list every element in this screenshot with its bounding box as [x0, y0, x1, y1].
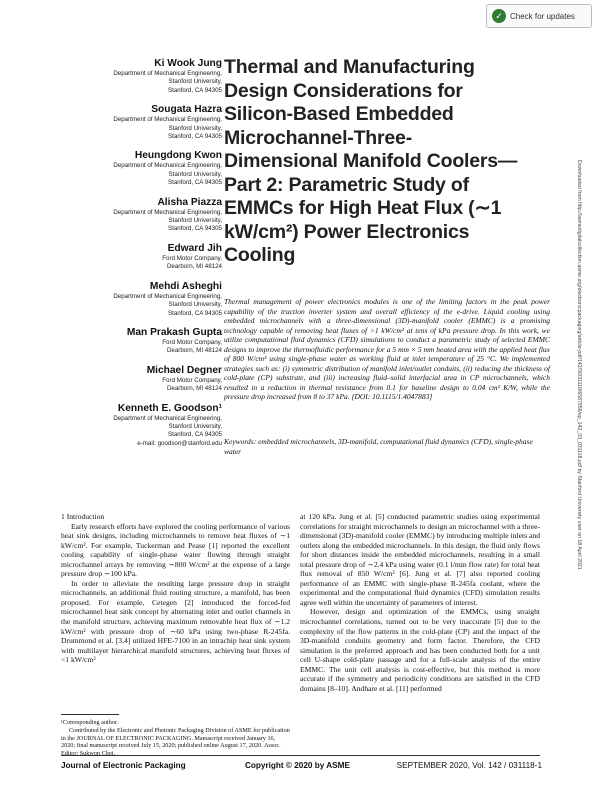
- author-affiliation: Department of Mechanical Engineering,: [113, 162, 222, 170]
- author-name: Alisha Piazza: [157, 196, 222, 208]
- author-affiliation: Ford Motor Company,: [162, 376, 222, 384]
- copyright: Copyright © 2020 by ASME: [245, 761, 350, 770]
- author-name: Michael Degner: [146, 364, 222, 376]
- author-block: [52, 402, 222, 449]
- author-affiliation: Dearborn, MI 48124: [166, 347, 222, 355]
- footnotes: [61, 714, 290, 758]
- author-affiliation: Department of Mechanical Engineering,: [113, 292, 222, 300]
- author-affiliation: Dearborn, MI 48124: [166, 263, 222, 271]
- keywords: Keywords: embedded microchannels, 3D-manifold, computational fluid dynamics (CFD), single-phase water: [224, 437, 533, 456]
- author-affiliation: Department of Mechanical Engineering,: [113, 208, 222, 216]
- author-affiliation: Stanford, CA 94305: [167, 225, 222, 233]
- author-block: [52, 57, 222, 95]
- author-affiliation: Stanford University,: [168, 124, 222, 132]
- author-affiliation: Ford Motor Company,: [162, 254, 222, 262]
- footnote: Contributed by the Electronic and Photonic Packaging Division of ASME for publication in the JOURNAL OF ELECTRONIC PACKAGING. Manuscript received January 16, 2020; final manuscript received July 15, 2020; published online August 17, 2020. Assoc. Editor: Sukwon Choi.: [61, 726, 290, 758]
- author-affiliation: Department of Mechanical Engineering,: [113, 116, 222, 124]
- author-name: Mehdi Asheghi: [149, 280, 222, 292]
- paragraph: In order to alleviate the resulting large pressure drop in straight microchannels, an additional fluid routing structure, a manifold, has been proposed. For example, Cetegen [2] introduced the forced-fed microchannel heat sink concept by alternating inlet and outlet channels in the manifold structure, achieving maximum removable heat flux of ∼1.2 kW/cm² with pressure drop of ∼60 kPa using two-phase R-245fa. Drummond et al. [3,4] utilized HFE-7100 in an intrachip heat sink system with multilayer hierarchical manifold structures, achieving heat fluxes of <1 kW/cm²: [61, 578, 290, 665]
- abstract: Thermal management of power electronics modules is one of the limiting factors in the peak power capability of the traction inverter system and overall efficiency of the e-drive. Liquid cooling using embedded microchannels with a three-dimensional (3D)-manifold cooler (EMMC) is a promising technology capable of removing heat fluxes of >1 kW/cm² at tens of kPa pressure drop. In this work, we utilize computational fluid dynamics (CFD) simulations to conduct a parametric study of selected EMMC designs to improve the thermofluidic performance for a 5 mm × 5 mm heated area with the applied heat flux of 800 W/cm² using single-phase water as working fluid at inlet temperature of 25 °C. We implemented strategies such as: (i) symmetric distribution of manifold inlet/outlet conduits, (ii) reducing the thickness of cold-plate (CP) substrate, and (iii) increasing fluid–solid interfacial area in CP microchannels, which resulted in a reduction in thermal resistance from 0.1 for baseline design to 0.04 cm² K/W, while the pressure drop increased from 8 to 37 kPa. [DOI: 10.1115/1.4047883]: [224, 297, 550, 402]
- author-list: [52, 57, 222, 456]
- author-affiliation: e-mail: goodson@stanford.edu: [137, 439, 222, 447]
- author-affiliation: Ford Motor Company,: [162, 338, 222, 346]
- author-name: Edward Jih: [167, 242, 222, 254]
- check-icon: ✓: [492, 9, 506, 23]
- author-block: [52, 242, 222, 272]
- author-block: [52, 326, 222, 356]
- author-name: Sougata Hazra: [151, 104, 222, 116]
- author-affiliation: Stanford, CA 94305: [167, 431, 222, 439]
- body-column-left: [61, 512, 290, 665]
- author-name: Heungdong Kwon: [134, 150, 222, 162]
- author-affiliation: Dearborn, MI 48124: [166, 385, 222, 393]
- paper-title: Thermal and Manufacturing Design Considerations for Silicon-Based Embedded Microchannel-Three-Dimensional Manifold Coolers—Part 2: Parametric Study of EMMCs for High Heat Flux (∼1 kW/cm²) Power Electronics Cooling: [224, 56, 518, 266]
- section-heading: 1 Introduction: [61, 512, 105, 521]
- author-affiliation: Department of Mechanical Engineering,: [113, 70, 222, 77]
- paragraph: at 120 kPa. Jung et al. [5] conducted parametric studies using experimental correlations for straight microchannels to design an microchannel with a three-dimensional (3D)-manifold cooler (EMMC) by introducing multiple inlets and outlets along the embedded microchannels. In this design, the fluid only flows for short distances inside the embedded microchannels, resulting in a small total pressure drop of ∼2.4 kPa using water (0.1 l/min flow rate) for total heat flux removal of 850 W/cm² [6]. Jung et al. [7] also reported cooling performance of an EMMC with single-phase R-245fa coolant, where the experimental and the computational fluid dynamics (CFD) simulation results agree well within the uncertainty of parameters of interest.: [300, 512, 540, 607]
- author-block: [52, 196, 222, 234]
- author-name: Ki Wook Jung: [154, 58, 222, 69]
- author-affiliation: Stanford, CA 94305: [167, 86, 222, 94]
- author-block: [52, 149, 222, 187]
- paragraph: Early research efforts have explored the cooling performance of various heat sink designs, including microchannels to remove heat fluxes of ∼1 kW/cm². For example, Tuckerman and Pease [1] reported the excellent cooling capability of single-phase water flowing through straight microchannel arrays by removing ∼800 W/cm² at the expense of a large pressure drop ∼100 kPa.: [61, 521, 290, 579]
- author-affiliation: Stanford University,: [168, 170, 222, 178]
- paragraph: However, design and optimization of the EMMCs, using straight microchannel correlations, turned out to be very inaccurate [5] due to the complexity of the flow patterns in the cold-plate (CP) and the impact of the 3D-manifold conduits geometry and form factor. Therefore, the CFD simulation is the preferred approach and has been conducted both for a unit cell U-shape cold-plate passage and for a full-scale analysis of the entire EMMC. The unit cell analysis is cost-effective, but this method is more accurate if the symmetry and periodicity conditions are satisfied in the CFD domains [8–10]. Andhare et al. [11] performed: [300, 607, 540, 693]
- footnote: ¹Corresponding author.: [61, 719, 119, 726]
- check-for-updates-badge[interactable]: [486, 4, 592, 28]
- footnote-rule: [61, 714, 119, 715]
- check-for-updates-label: Check for updates: [510, 11, 575, 21]
- author-affiliation: Stanford University,: [168, 301, 222, 309]
- author-affiliation: Department of Mechanical Engineering,: [113, 414, 222, 422]
- footer-rule: [61, 755, 540, 757]
- author-affiliation: Stanford, CA 94305: [167, 179, 222, 187]
- author-affiliation: Stanford, CA 94305: [167, 309, 222, 317]
- author-affiliation: Stanford University,: [168, 78, 222, 86]
- author-affiliation: Stanford University,: [168, 422, 222, 430]
- author-name: Kenneth E. Goodson¹: [117, 402, 222, 414]
- author-block: [52, 364, 222, 394]
- author-block: [52, 280, 222, 318]
- author-name: Man Prakash Gupta: [126, 326, 222, 338]
- author-affiliation: Stanford, CA 94305: [167, 133, 222, 141]
- download-watermark: Downloaded from http://asmedigitalcollection.asme.org/electronicpackaging/article-pdf/142/3/031118/6587956/ep_142_03_031118.pdf by Stanford University user on 18 April 2021: [576, 160, 582, 570]
- body-column-right: [300, 512, 540, 693]
- issue-info: SEPTEMBER 2020, Vol. 142 / 031118-1: [396, 761, 542, 770]
- journal-name: Journal of Electronic Packaging: [61, 761, 186, 770]
- author-block: [52, 103, 222, 141]
- author-affiliation: Stanford University,: [168, 217, 222, 225]
